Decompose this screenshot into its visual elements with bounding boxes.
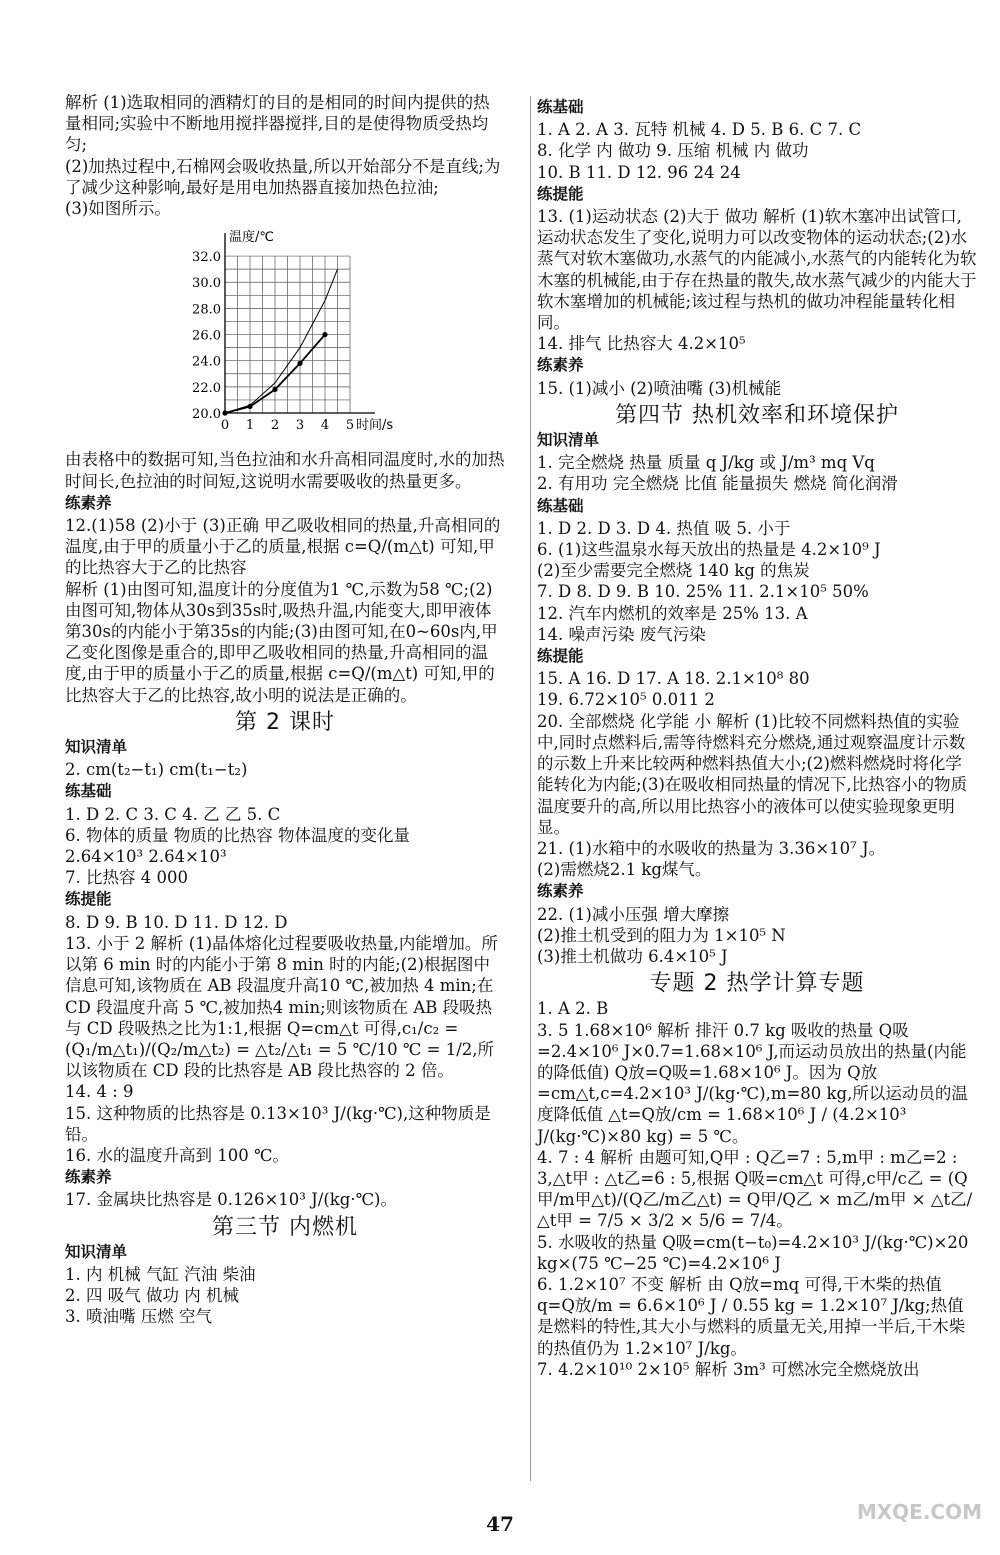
answer-paragraph: 3. 5 1.68×10⁶ 解析 排汗 0.7 kg 吸收的热量 Q吸=2.4×10⁶ J×0.7=1.68×10⁶ J,而运动员放出的热量(内能的降低值) Q放=Q吸=1.68×10⁶ J。因为 Q放=cm△t,c=4.2×10³ J/(kg·℃),m=80 kg,所以运动员的温度降低值 △t=Q放/cm = 1.68×10⁶ J / (4.2×10³ J/(kg·℃)×80 kg) = 5 ℃。: [537, 1020, 968, 1146]
answer-paragraph: 15. 这种物质的比热容是 0.13×10³ J/(kg·℃),这种物质是铅。: [65, 1103, 491, 1144]
answer-paragraph: 7. 4.2×10¹⁰ 2×10⁵ 解析 3m³ 可燃冰完全燃烧放出: [537, 1359, 920, 1379]
data-point: [272, 387, 277, 392]
answer-paragraph: 2. 四 吸气 做功 内 机械: [65, 1286, 239, 1306]
answer-paragraph: 13. (1)运动状态 (2)大于 做功 解析 (1)软木塞冲出试管口,运动状态发生了变化,说明力可以改变物体的运动状态;(2)水蒸气对软木塞做功,水蒸气的内能减小,水蒸气的内能转化为软木塞的机械能,由于存在热量的散失,故水蒸气减少的内能大于软木塞增加的机械能;该过程与热机的做功冲程能量转化相同。: [537, 207, 977, 333]
answer-paragraph: (2)需燃烧2.1 kg煤气。: [537, 860, 712, 880]
y-tick-label: 24.0: [192, 354, 221, 370]
y-tick-label: 26.0: [192, 328, 221, 344]
x-axis-label: 时间/s: [356, 418, 394, 434]
series-line-0: [225, 269, 338, 413]
answer-paragraph: 17. 金属块比热容是 0.126×10³ J/(kg·℃)。: [65, 1190, 397, 1210]
x-tick-label: 5: [345, 418, 355, 434]
section-label: 练基础: [65, 782, 112, 801]
answer-paragraph: 解析 (1)选取相同的酒精灯的目的是相同的时间内提供的热量相同;实验中不断地用搅拌器搅拌,目的是使得物质受热均匀;: [65, 93, 490, 155]
answer-paragraph: 20. 全部燃烧 化学能 小 解析 (1)比较不同燃料热值的实验中,同时点燃料后,需等待燃料充分燃烧,通过观察温度计示数的示数上升来比较两种燃料热值大小;(2)燃料燃烧时将化学能转化为内能;(3)在吸收相同热量的情况下,比热容小的物质温度要升的高,所以用比热容小的液体可以使实验现象更明显。: [537, 711, 968, 837]
answer-paragraph: (3)如图所示。: [65, 199, 171, 219]
answer-paragraph: 解析 (1)由图可知,温度计的分度值为1 ℃,示数为58 ℃;(2)由图可知,物体从30s到35s时,吸热升温,内能变大,即甲液体第30s的内能小于第35s的内能;(3)由图可知,在0~60s内,甲乙变化图像是重合的,即甲乙吸收相同的热量,升高相同的温度,由于甲的质量小于乙的质量,根据 c=Q/(m△t) 可知,甲的比热容大于乙的比热容,故小明的说法是正确的。: [65, 579, 498, 705]
section-label: 练素养: [537, 356, 584, 375]
section-label: 知识清单: [65, 738, 128, 757]
answer-paragraph: (2)至少需要完全燃烧 140 kg 的焦炭: [537, 561, 810, 581]
left-column: [65, 92, 505, 1328]
section-label: 练基础: [537, 98, 584, 116]
data-point: [297, 361, 302, 366]
section-label: 练素养: [65, 1168, 112, 1187]
answer-paragraph: 14. 噪声污染 废气污染: [537, 624, 706, 644]
data-point: [247, 404, 252, 409]
answer-paragraph: 1. A 2. A 3. 瓦特 机械 4. D 5. B 6. C 7. C: [537, 120, 862, 140]
section-label: 知识清单: [65, 1242, 128, 1261]
x-tick-label: 2: [270, 418, 280, 434]
answer-paragraph: 8. 化学 内 做功 9. 压缩 机械 内 做功: [537, 141, 809, 161]
y-tick-label: 32.0: [192, 250, 221, 266]
answer-paragraph: 14. 4 : 9: [65, 1082, 134, 1102]
y-tick-label: 28.0: [192, 302, 221, 318]
answer-paragraph: (2)推土机受到的阻力为 1×10⁵ N: [537, 925, 786, 945]
section-label: 知识清单: [537, 431, 600, 450]
answer-paragraph: 由表格中的数据可知,当色拉油和水升高相同温度时,水的加热时间长,色拉油的时间短,这说明水需要吸收的热量更多。: [65, 450, 505, 491]
answer-paragraph: 15. (1)减小 (2)喷油嘴 (3)机械能: [537, 378, 782, 398]
answer-paragraph: 6. 物体的质量 物质的比热容 物体温度的变化量: [65, 825, 410, 845]
answer-paragraph: 8. D 9. B 10. D 11. D 12. D: [65, 912, 288, 932]
answer-paragraph: 19. 6.72×10⁵ 0.011 2: [537, 690, 715, 710]
section-label: 练提能: [537, 647, 584, 666]
section-heading: 第三节 内燃机: [212, 1214, 358, 1240]
x-tick-label: 0: [220, 418, 230, 434]
data-point: [322, 332, 327, 337]
answer-paragraph: 3. 喷油嘴 压燃 空气: [65, 1307, 212, 1327]
answer-paragraph: (3)推土机做功 6.4×10⁵ J: [537, 946, 728, 966]
answer-paragraph: 2.64×10³ 2.64×10³: [65, 847, 227, 867]
x-tick-label: 4: [320, 418, 330, 434]
section-label: 练提能: [537, 184, 584, 203]
answer-paragraph: 5. 水吸收的热量 Q吸=cm(t−t₀)=4.2×10³ J/(kg·℃)×20 kg×(75 ℃−25 ℃)=4.2×10⁶ J: [537, 1232, 969, 1273]
answer-paragraph: 7. 比热容 4 000: [65, 868, 188, 888]
chart-figure: [185, 225, 505, 445]
section-label: 练素养: [537, 882, 584, 901]
answer-paragraph: 6. (1)这些温泉水每天放出的热量是 4.2×10⁹ J: [537, 540, 881, 560]
section-heading: 第四节 热机效率和环境保护: [615, 402, 899, 428]
answer-paragraph: 21. (1)水箱中的水吸收的热量为 3.36×10⁷ J。: [537, 838, 886, 858]
answer-paragraph: 2. 有用功 完全燃烧 比值 能量损失 燃烧 简化润滑: [537, 474, 898, 494]
section-label: 练素养: [65, 493, 112, 512]
section-heading: 专题 2 热学计算专题: [649, 971, 865, 997]
y-tick-label: 22.0: [192, 381, 221, 397]
watermark: MXQE.COM: [856, 1500, 982, 1524]
section-heading: 第 2 课时: [235, 709, 335, 735]
answer-paragraph: 12. 汽车内燃机的效率是 25% 13. A: [537, 603, 808, 623]
right-column: [530, 96, 977, 1481]
answer-paragraph: 2. cm(t₂−t₁) cm(t₁−t₂): [65, 760, 248, 780]
answer-paragraph: 1. 内 机械 气缸 汽油 柴油: [65, 1264, 256, 1284]
y-axis-label: 温度/℃: [229, 230, 274, 246]
section-label: 练基础: [537, 496, 584, 515]
answer-paragraph: 12.(1)58 (2)小于 (3)正确 甲乙吸收相同的热量,升高相同的温度,由于甲的质量小于乙的质量,根据 c=Q/(m△t) 可知,甲的比热容大于乙的比热容: [65, 516, 501, 578]
answer-paragraph: 13. 小于 2 解析 (1)晶体熔化过程要吸收热量,内能增加。所以第 6 min 时的内能小于第 8 min 时的内能;(2)根据图中信息可知,该物质在 AB 段温度升高10 ℃,被加热 4 min;在 CD 段温度升高 5 ℃,被加热4 min;则该物质在 AB 段吸热与 CD 段吸热之比为1:1,根据 Q=cm△t 可得,c₁/c₂ = (Q₁/m△t₁)/(Q₂/m△t₂) = △t₂/△t₁ = 5 ℃/10 ℃ = 1/2,所以该物质在 CD 段的比热容是 AB 段比热容的 2 倍。: [65, 933, 498, 1081]
y-tick-label: 30.0: [192, 276, 221, 292]
answer-paragraph: 10. B 11. D 12. 96 24 24: [537, 162, 741, 182]
answer-paragraph: 6. 1.2×10⁷ 不变 解析 由 Q放=mq 可得,干木柴的热值 q=Q放/m = 6.6×10⁶ J / 0.55 kg = 1.2×10⁷ J/kg;热值是燃料的特性,其大小与燃料的质量无关,用掉一半后,干木柴的热值仍为 1.2×10⁷ J/kg。: [537, 1274, 966, 1358]
answer-paragraph: 15. A 16. D 17. A 18. 2.1×10⁸ 80: [537, 669, 810, 689]
answer-paragraph: 1. D 2. C 3. C 4. 乙 乙 5. C: [65, 804, 281, 824]
x-tick-label: 1: [245, 418, 255, 434]
answer-paragraph: 4. 7 : 4 解析 由题可知,Q甲 : Q乙=7 : 5,m甲 : m乙=2 : 3,△t甲 : △t乙=6 : 5,根据 Q吸=cm△t 可得,c甲/c乙 = (Q甲/m甲△t)/(Q乙/m乙△t) = Q甲/Q乙 × m乙/m甲 × △t乙/△t甲 = 7/5 × 3/2 × 5/6 = 7/4。: [537, 1147, 973, 1231]
page-number: 47: [486, 1512, 514, 1536]
answer-paragraph: 1. D 2. D 3. D 4. 热值 吸 5. 小于: [537, 518, 791, 538]
data-point: [222, 411, 227, 416]
section-label: 练提能: [65, 890, 112, 909]
y-tick-label: 20.0: [192, 407, 221, 423]
answer-paragraph: 7. D 8. D 9. B 10. 25% 11. 2.1×10⁵ 50%: [537, 582, 869, 602]
answer-paragraph: 22. (1)减小压强 增大摩擦: [537, 904, 730, 924]
temperature-time-chart: [185, 225, 425, 440]
x-tick-label: 3: [295, 418, 305, 434]
answer-paragraph: 1. 完全燃烧 热量 质量 q J/kg 或 J/m³ mq Vq: [537, 453, 875, 473]
answer-paragraph: 1. A 2. B: [537, 999, 609, 1019]
answer-paragraph: 14. 排气 比热容大 4.2×10⁵: [537, 334, 746, 354]
answer-paragraph: (2)加热过程中,石棉网会吸收热量,所以开始部分不是直线;为了减少这种影响,最好是用电加热器直接加热色拉油;: [65, 156, 501, 197]
answer-paragraph: 16. 水的温度升高到 100 ℃。: [65, 1145, 289, 1165]
